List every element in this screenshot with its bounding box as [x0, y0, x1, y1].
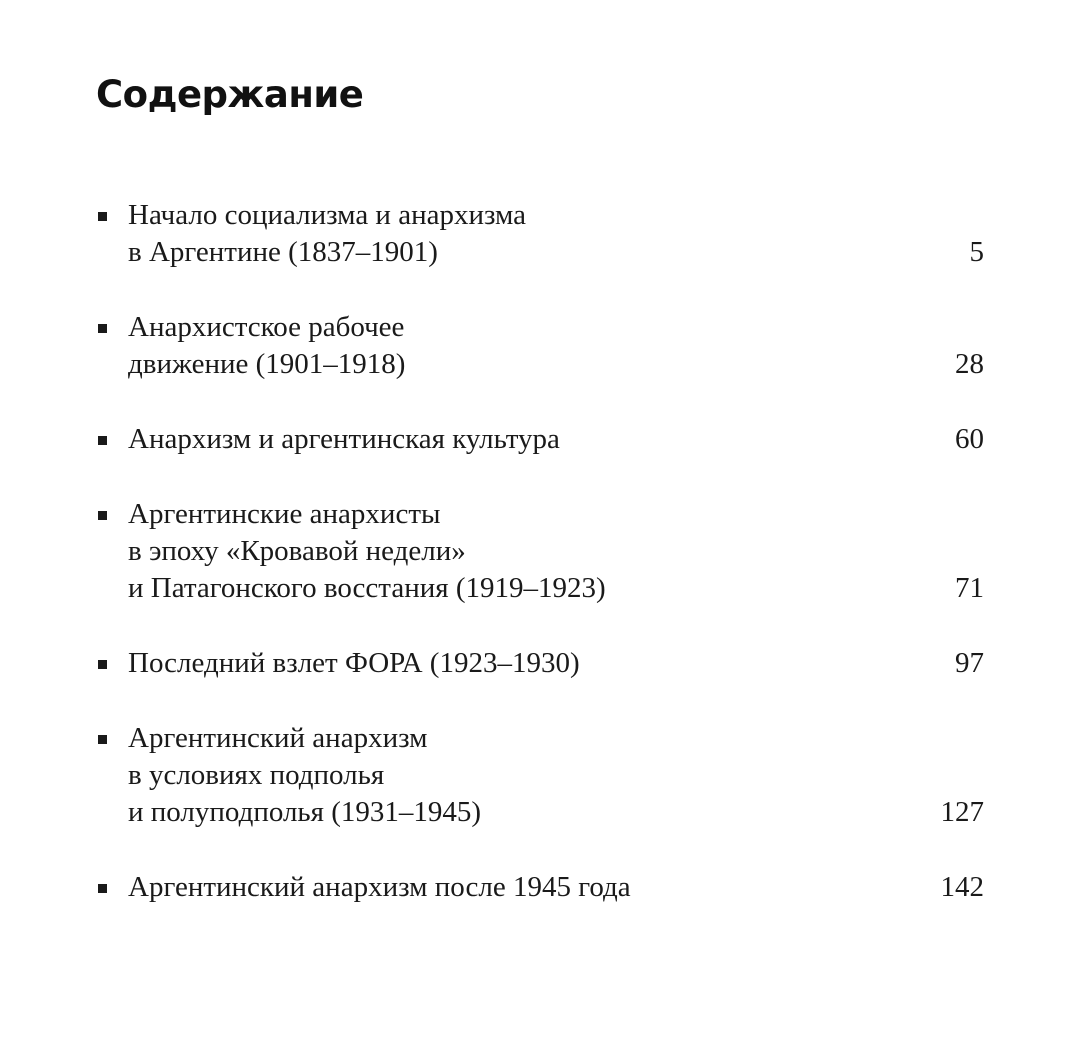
- toc-entry[interactable]: [96, 720, 984, 831]
- entry-title-line: Аргентинский анархизм: [128, 722, 428, 754]
- page-title: Содержание: [96, 73, 364, 116]
- table-of-contents: [96, 197, 984, 906]
- entry-title-line: в Аргентине (1837–1901): [128, 236, 438, 268]
- entry-title-line: Анархистское рабочее: [128, 311, 405, 343]
- entry-title: [96, 645, 580, 682]
- entry-title-line: Аргентинский анархизм после 1945 года: [128, 871, 631, 903]
- entry-title: [96, 309, 405, 383]
- entry-title-line: Аргентинские анархисты: [128, 498, 441, 530]
- toc-entry[interactable]: [96, 197, 984, 271]
- page-number: 127: [940, 796, 984, 828]
- entry-title: [96, 421, 560, 458]
- page-number: 71: [955, 572, 984, 604]
- entry-title-line: в условиях подполья: [128, 759, 385, 791]
- entry-title-line: и полуподполья (1931–1945): [128, 796, 482, 828]
- toc-entry[interactable]: [96, 309, 984, 383]
- toc-entry[interactable]: [96, 645, 984, 682]
- entry-title-line: в эпоху «Кровавой недели»: [128, 535, 466, 567]
- toc-entry[interactable]: [96, 869, 984, 906]
- entry-title: [96, 496, 606, 607]
- toc-entry[interactable]: [96, 421, 984, 458]
- entry-title-line: движение (1901–1918): [128, 348, 406, 380]
- page-number: 97: [955, 647, 984, 679]
- entry-title-line: и Патагонского восстания (1919–1923): [128, 572, 606, 604]
- page-number: 5: [969, 236, 984, 268]
- entry-title: [96, 869, 631, 906]
- square-bullet-icon: [98, 324, 107, 333]
- square-bullet-icon: [98, 212, 107, 221]
- entry-title: [96, 720, 481, 831]
- page-number: 60: [955, 423, 984, 455]
- square-bullet-icon: [98, 735, 107, 744]
- entry-title-line: Анархизм и аргентинская культура: [128, 423, 560, 455]
- page-number: 142: [940, 871, 984, 903]
- entry-title-line: Последний взлет ФОРА (1923–1930): [128, 647, 580, 679]
- square-bullet-icon: [98, 660, 107, 669]
- square-bullet-icon: [98, 884, 107, 893]
- page-number: 28: [955, 348, 984, 380]
- square-bullet-icon: [98, 436, 107, 445]
- toc-entry[interactable]: [96, 496, 984, 607]
- entry-title: [96, 197, 526, 271]
- square-bullet-icon: [98, 511, 107, 520]
- entry-title-line: Начало социализма и анархизма: [128, 199, 527, 231]
